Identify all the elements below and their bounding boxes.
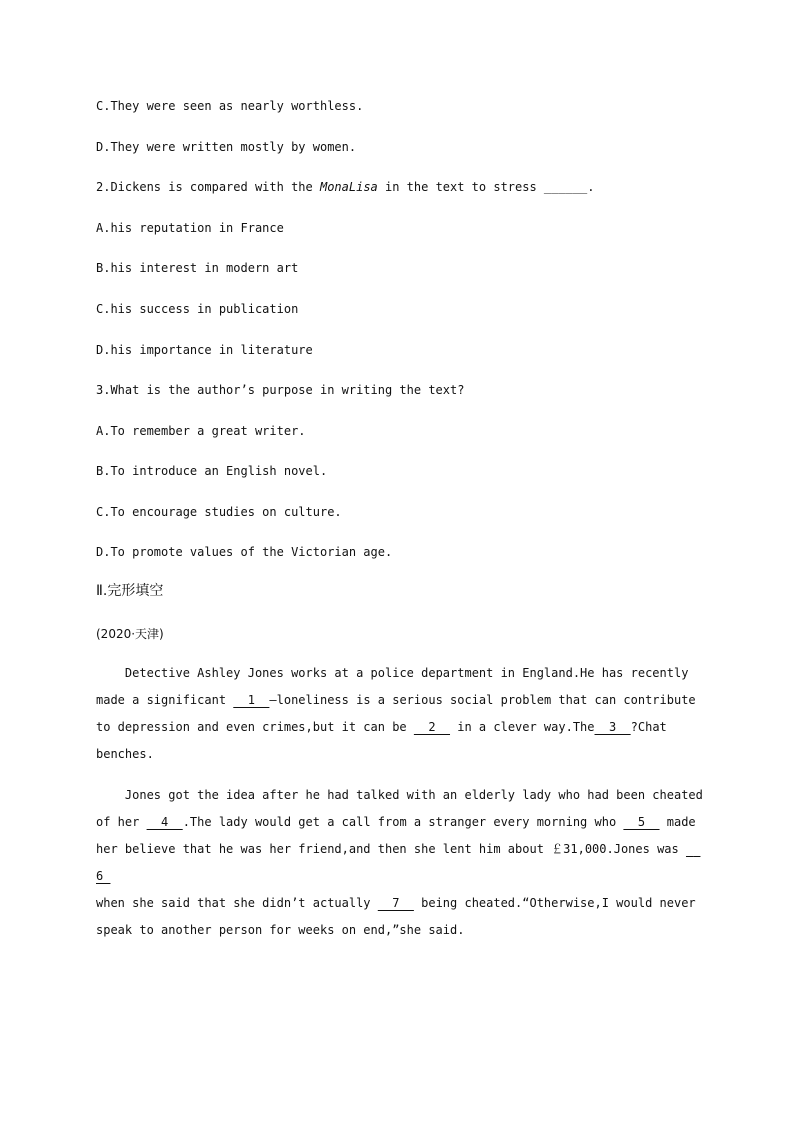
q2-stem-italic: MonaLisa xyxy=(319,180,378,194)
blank-2: 2 xyxy=(413,720,451,734)
question-2-stem xyxy=(96,179,595,195)
option-d-q3: D.To promote values of the Victorian age. xyxy=(96,545,393,559)
p2-line-3a: her believe that he was her friend,and then she lent him about ￡31,000.Jones was xyxy=(96,842,686,856)
q2-stem-after: in the text to stress ______. xyxy=(377,180,595,194)
option-d-q2: D.his importance in literature xyxy=(96,343,313,357)
option-d-q1: D.They were written mostly by women. xyxy=(96,140,357,154)
p1-line-1: Detective Ashley Jones works at a police department in England.He has recently xyxy=(96,666,689,680)
section-title: Ⅱ.完形填空 xyxy=(96,583,164,599)
option-b-q3: B.To introduce an English novel. xyxy=(96,464,328,478)
p1-line-2a: made a significant xyxy=(96,693,234,707)
blank-4: 4 xyxy=(146,815,183,829)
p2-line-4b: being cheated.“Otherwise,I would never xyxy=(413,896,696,910)
option-c-q1: C.They were seen as nearly worthless. xyxy=(96,99,364,113)
p2-line-4a: when she said that she didn’t actually xyxy=(96,896,378,910)
p1-line-3a: to depression and even crimes,but it can be xyxy=(96,720,414,734)
blank-6: 6 xyxy=(96,842,701,883)
p1-line-3b: in a clever way.The xyxy=(450,720,595,734)
option-a-q2: A.his reputation in France xyxy=(96,221,284,235)
blank-3: 3 xyxy=(594,720,631,734)
p1-line-4: benches. xyxy=(96,747,154,761)
p1-line-3c: ?Chat xyxy=(630,720,667,734)
p1-line-2b: —loneliness is a serious social problem that can contribute xyxy=(269,693,696,707)
blank-5: 5 xyxy=(623,815,660,829)
p2-line-2a: of her xyxy=(96,815,147,829)
question-3-stem: 3.What is the author’s purpose in writing the text? xyxy=(96,383,465,397)
option-c-q3: C.To encourage studies on culture. xyxy=(96,505,342,519)
p2-line-2b: .The lady would get a call from a stranger every morning who xyxy=(182,815,624,829)
p2-line-2c: made xyxy=(659,815,696,829)
blank-1: 1 xyxy=(233,693,270,707)
option-b-q2: B.his interest in modern art xyxy=(96,261,299,275)
passage-paragraph-2 xyxy=(96,782,706,944)
p2-line-1: Jones got the idea after he had talked with an elderly lady who had been cheated xyxy=(96,788,703,802)
blank-7: 7 xyxy=(377,896,414,910)
p2-line-5: speak to another person for weeks on end,”she said. xyxy=(96,923,465,937)
q2-stem-before: 2.Dickens is compared with the xyxy=(96,180,320,194)
source-label: (2020·天津) xyxy=(96,627,164,641)
passage-paragraph-1 xyxy=(96,660,706,768)
option-c-q2: C.his success in publication xyxy=(96,302,299,316)
option-a-q3: A.To remember a great writer. xyxy=(96,424,306,438)
